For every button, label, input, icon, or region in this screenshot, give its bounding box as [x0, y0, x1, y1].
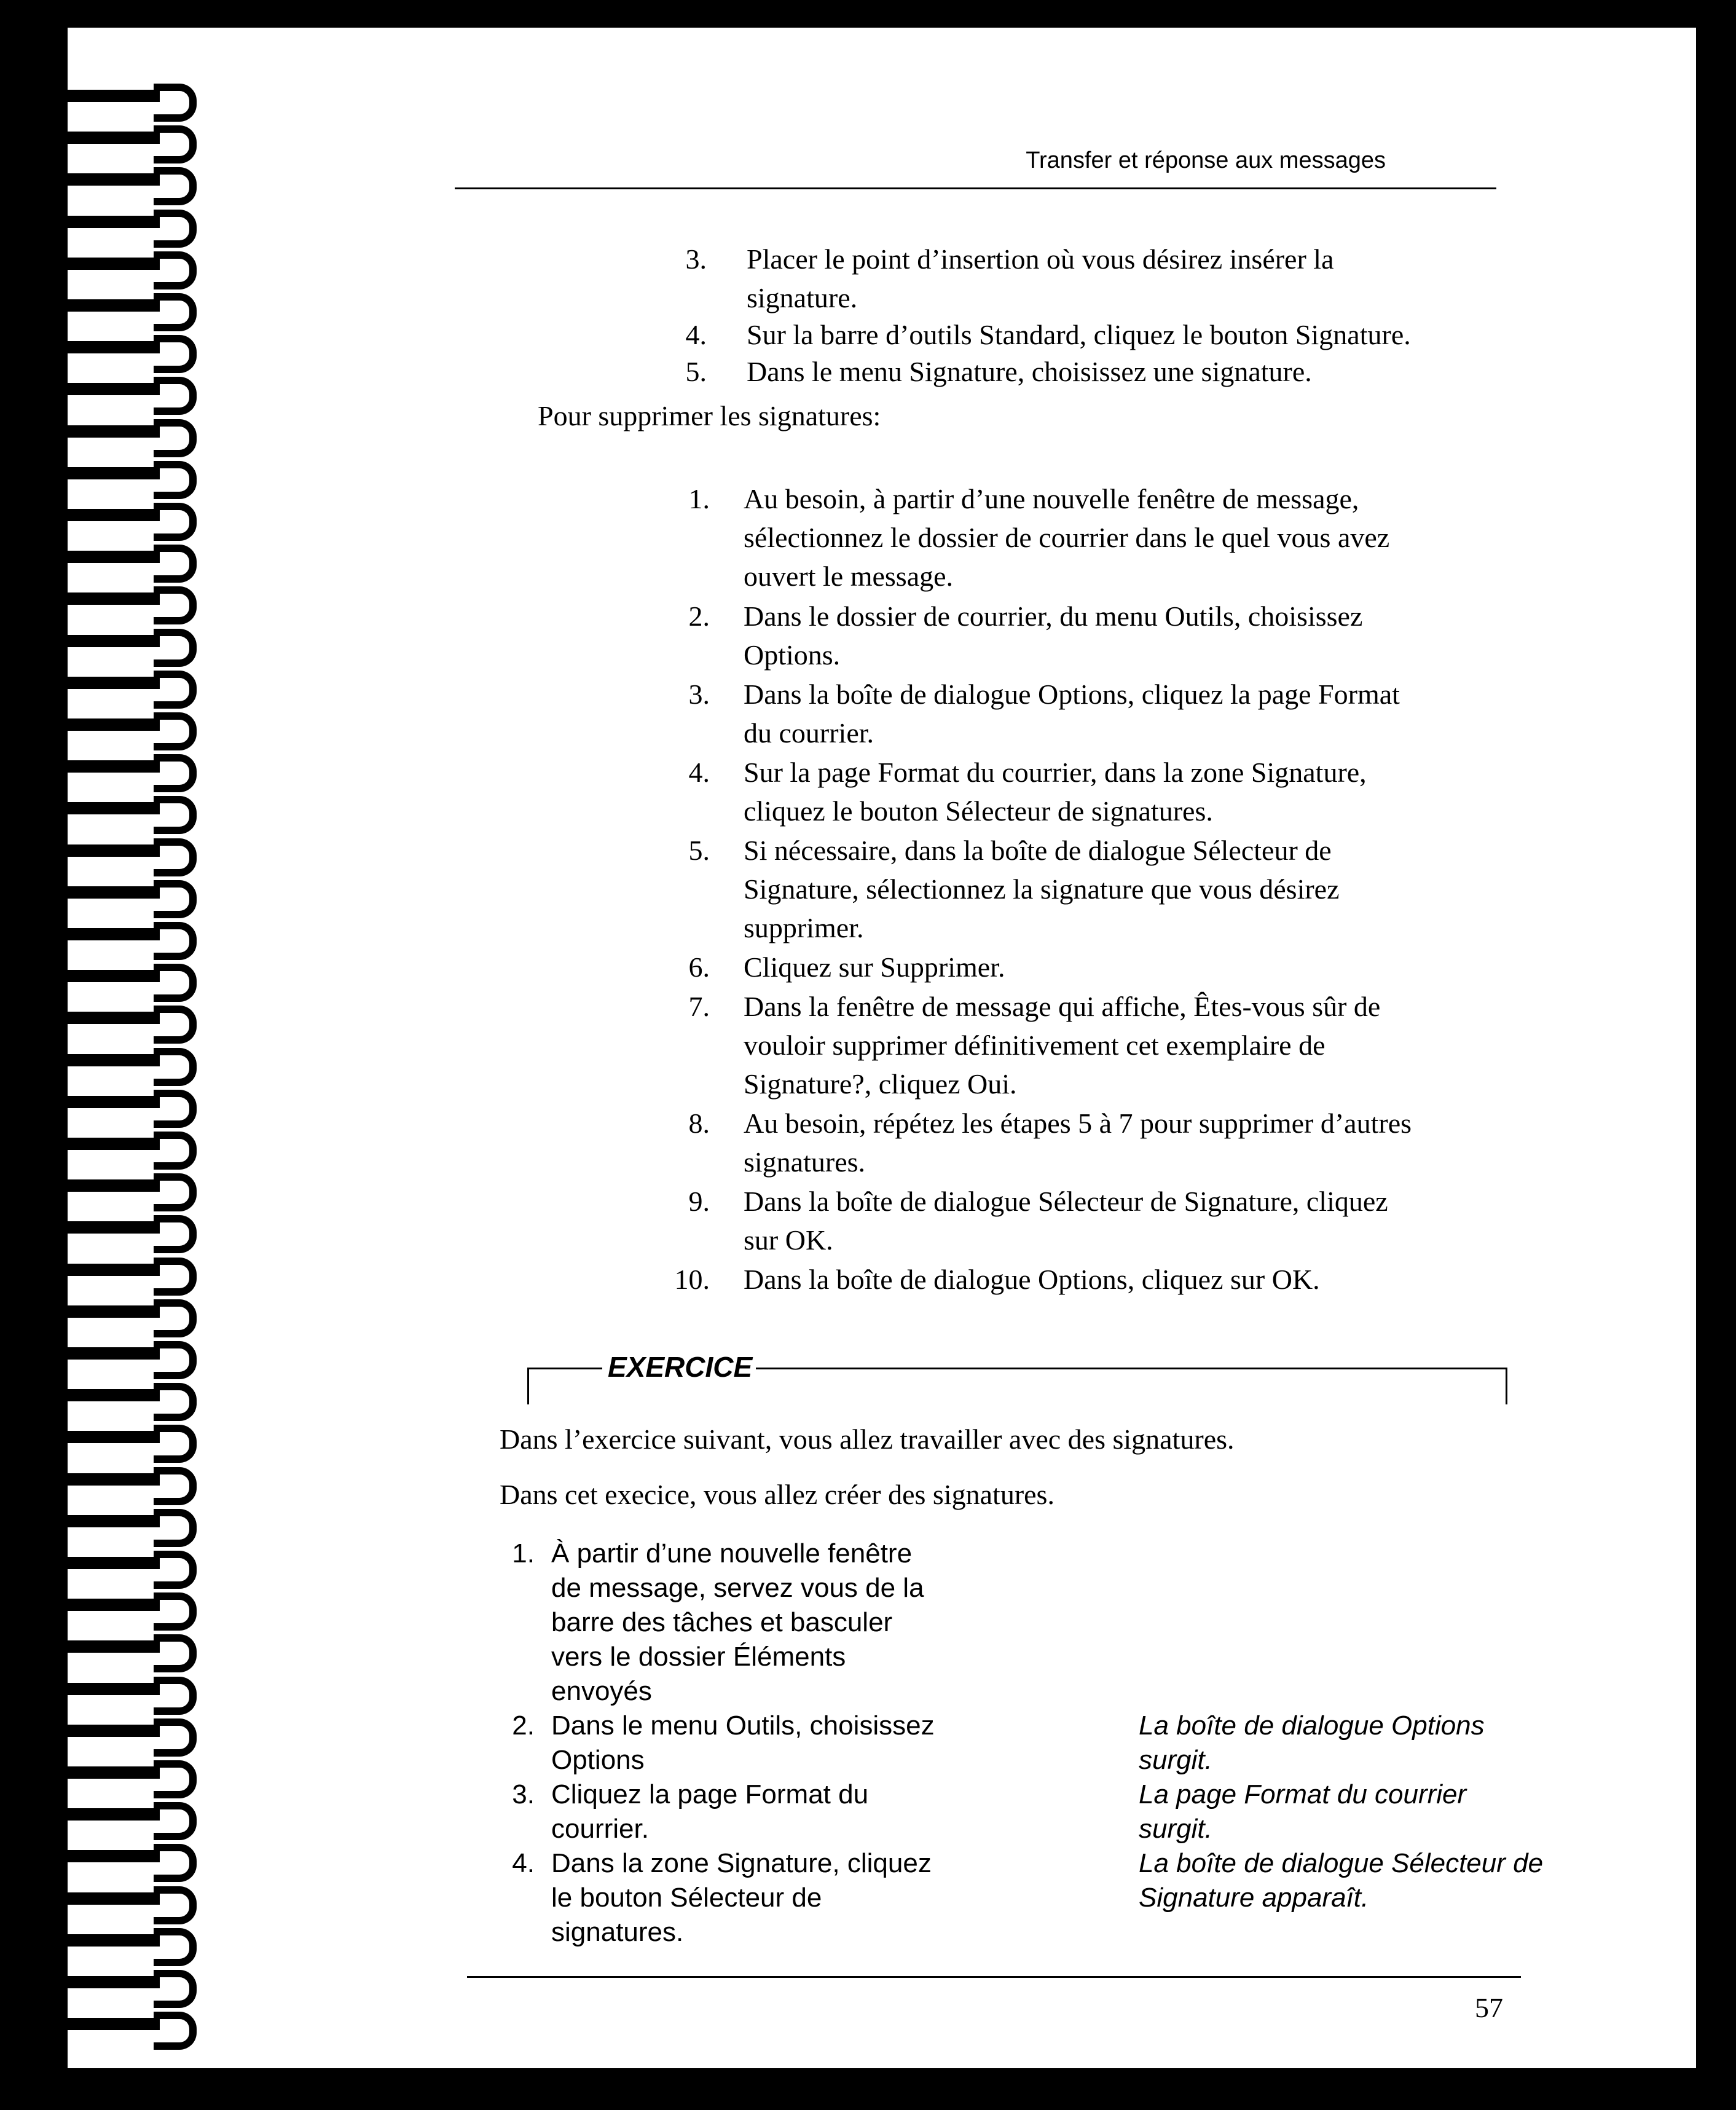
coil-bar: [68, 299, 160, 312]
binding-coil: [68, 422, 227, 440]
coil-hook: [154, 629, 197, 667]
binding-coil: [68, 337, 227, 356]
coil-hook: [154, 796, 197, 834]
coil-bar: [68, 592, 160, 605]
coil-bar: [68, 467, 160, 479]
coil-bar: [68, 341, 160, 353]
item-number: 3.: [512, 1779, 535, 1809]
exercise-title: EXERCICE: [604, 1350, 756, 1384]
binding-coil: [68, 86, 227, 104]
coil-hook: [154, 1258, 197, 1296]
binding-coil: [68, 841, 227, 859]
coil-bar: [68, 928, 160, 940]
coil-bar: [68, 1264, 160, 1276]
coil-bar: [68, 1179, 160, 1192]
binding-coil: [68, 254, 227, 272]
item-result: La page Format du courrier surgit.: [1139, 1779, 1467, 1844]
binding-coil: [68, 1050, 227, 1069]
coil-bar: [68, 1725, 160, 1737]
item-number: 3.: [685, 243, 707, 275]
item-text: Sur la page Format du courrier, dans la zone Signature, cliquez le bouton Sélecteur de signatures.: [744, 756, 1367, 827]
coil-hook: [154, 1592, 197, 1631]
coil-hook: [154, 503, 197, 541]
item-number: 6.: [688, 951, 710, 983]
exercise-intro-2: Dans cet execice, vous allez créer des signatures.: [500, 1479, 1055, 1510]
binding-coil: [68, 1260, 227, 1278]
binding-coil: [68, 631, 227, 650]
coil-bar: [68, 1389, 160, 1401]
exercise-tick-left: [527, 1368, 529, 1404]
coil-bar: [68, 425, 160, 438]
coil-bar: [68, 90, 160, 102]
binding-coil: [68, 1302, 227, 1320]
coil-bar: [68, 718, 160, 731]
binding-coil: [68, 463, 227, 482]
coil-bar: [68, 1305, 160, 1318]
item-text: Dans la boîte de dialogue Options, cliquez la page Format du courrier.: [744, 678, 1400, 749]
item-number: 2.: [688, 600, 710, 632]
item-text: Cliquez sur Supprimer.: [744, 951, 1005, 983]
exercise-rule-right: [756, 1368, 1507, 1369]
coil-hook: [154, 1634, 197, 1672]
exercise-tick-right: [1506, 1368, 1507, 1404]
coil-bar: [68, 1515, 160, 1527]
coil-hook: [154, 1299, 197, 1337]
coil-hook: [154, 1341, 197, 1379]
coil-bar: [68, 1138, 160, 1150]
exercise-intro-1: Dans l’exercice suivant, vous allez travailler avec des signatures.: [500, 1423, 1235, 1455]
binding-coil: [68, 1092, 227, 1111]
item-number: 2.: [512, 1710, 535, 1741]
coil-hook: [154, 1928, 197, 1966]
binding-coil: [68, 589, 227, 607]
coil-bar: [68, 216, 160, 228]
coil-hook: [154, 1551, 197, 1589]
binding-coil: [68, 1595, 227, 1613]
item-text: Sur la barre d’outils Standard, cliquez le bouton Signature.: [747, 319, 1411, 350]
binding-coil: [68, 924, 227, 943]
document-page: [68, 28, 1696, 2068]
spiral-binding: [68, 86, 227, 2065]
page-number: 57: [1475, 1992, 1503, 2023]
item-text: Au besoin, répétez les étapes 5 à 7 pour supprimer d’autres signatures.: [744, 1108, 1412, 1178]
coil-bar: [68, 132, 160, 144]
binding-coil: [68, 715, 227, 733]
coil-hook: [154, 1718, 197, 1757]
coil-hook: [154, 1383, 197, 1421]
header-rule: [455, 187, 1496, 189]
binding-coil: [68, 1889, 227, 1907]
coil-bar: [68, 173, 160, 186]
coil-bar: [68, 509, 160, 521]
binding-coil: [68, 128, 227, 146]
coil-bar: [68, 1808, 160, 1821]
coil-bar: [68, 844, 160, 857]
coil-bar: [68, 551, 160, 563]
binding-coil: [68, 1385, 227, 1404]
coil-bar: [68, 970, 160, 982]
coil-bar: [68, 1557, 160, 1569]
item-text: Dans le menu Signature, choisissez une signature.: [747, 356, 1312, 387]
coil-bar: [68, 1431, 160, 1443]
coil-hook: [154, 167, 197, 205]
coil-bar: [68, 1766, 160, 1779]
coil-hook: [154, 1802, 197, 1840]
item-number: 1.: [512, 1538, 535, 1569]
item-number: 4.: [685, 319, 707, 350]
coil-bar: [68, 1012, 160, 1024]
binding-coil: [68, 1344, 227, 1362]
coil-hook: [154, 1467, 197, 1505]
coil-bar: [68, 1054, 160, 1066]
coil-hook: [154, 754, 197, 792]
item-number: 5.: [685, 356, 707, 387]
coil-bar: [68, 1599, 160, 1611]
coil-bar: [68, 1976, 160, 1988]
coil-hook: [154, 586, 197, 624]
item-number: 4.: [512, 1848, 535, 1878]
remove-heading: Pour supprimer les signatures:: [538, 400, 881, 431]
coil-hook: [154, 251, 197, 289]
coil-hook: [154, 545, 197, 583]
binding-coil: [68, 966, 227, 985]
binding-coil: [68, 1972, 227, 1991]
coil-bar: [68, 2018, 160, 2030]
item-number: 1.: [688, 483, 710, 514]
coil-bar: [68, 1892, 160, 1905]
coil-bar: [68, 1850, 160, 1862]
item-number: 10.: [674, 1264, 710, 1295]
coil-hook: [154, 210, 197, 248]
item-text: Si nécessaire, dans la boîte de dialogue Sélecteur de Signature, sélectionnez la signature que vous désirez supprimer.: [744, 834, 1340, 943]
binding-coil: [68, 1721, 227, 1739]
coil-hook: [154, 838, 197, 876]
item-text: À partir d’une nouvelle fenêtre de message, servez vous de la barre des tâches et basculer vers le dossier Éléments envoyés: [551, 1538, 924, 1706]
binding-coil: [68, 798, 227, 817]
binding-coil: [68, 757, 227, 775]
binding-coil: [68, 1176, 227, 1194]
binding-coil: [68, 212, 227, 230]
coil-hook: [154, 84, 197, 122]
coil-hook: [154, 1090, 197, 1128]
coil-hook: [154, 335, 197, 373]
coil-hook: [154, 1844, 197, 1882]
binding-coil: [68, 1008, 227, 1026]
coil-hook: [154, 419, 197, 457]
binding-coil: [68, 2014, 227, 2033]
binding-coil: [68, 547, 227, 565]
coil-bar: [68, 1640, 160, 1653]
binding-coil: [68, 1470, 227, 1488]
binding-coil: [68, 379, 227, 398]
coil-bar: [68, 886, 160, 899]
binding-coil: [68, 673, 227, 691]
coil-hook: [154, 125, 197, 163]
binding-coil: [68, 1931, 227, 1949]
coil-hook: [154, 1760, 197, 1798]
coil-hook: [154, 461, 197, 499]
coil-bar: [68, 677, 160, 689]
coil-hook: [154, 1509, 197, 1547]
item-text: Dans le dossier de courrier, du menu Outils, choisissez Options.: [744, 600, 1363, 671]
coil-hook: [154, 712, 197, 750]
binding-coil: [68, 1805, 227, 1823]
item-number: 9.: [688, 1186, 710, 1217]
item-number: 8.: [688, 1108, 710, 1139]
exercise-rule-left: [527, 1368, 602, 1369]
binding-coil: [68, 1553, 227, 1572]
item-text: Placer le point d’insertion où vous désirez insérer la signature.: [747, 243, 1334, 313]
coil-hook: [154, 671, 197, 709]
coil-hook: [154, 377, 197, 415]
item-text: Dans la fenêtre de message qui affiche, Êtes-vous sûr de vouloir supprimer définitivement cet exemplaire de Signature?, cliquez Oui.: [744, 990, 1381, 1100]
item-result: La boîte de dialogue Options surgit.: [1139, 1710, 1485, 1775]
coil-hook: [154, 1886, 197, 1924]
coil-hook: [154, 2012, 197, 2050]
coil-bar: [68, 635, 160, 647]
coil-bar: [68, 1347, 160, 1360]
binding-coil: [68, 170, 227, 188]
binding-coil: [68, 296, 227, 314]
coil-bar: [68, 1096, 160, 1108]
item-number: 7.: [688, 990, 710, 1022]
item-text: Dans la boîte de dialogue Options, cliquez sur OK.: [744, 1264, 1320, 1295]
coil-hook: [154, 964, 197, 1002]
item-number: 3.: [688, 678, 710, 710]
binding-coil: [68, 505, 227, 524]
binding-coil: [68, 1134, 227, 1152]
item-text: Cliquez la page Format du courrier.: [551, 1779, 869, 1844]
coil-bar: [68, 383, 160, 395]
binding-coil: [68, 1846, 227, 1865]
binding-coil: [68, 883, 227, 901]
item-text: Dans le menu Outils, choisissez Options: [551, 1710, 935, 1775]
coil-hook: [154, 1132, 197, 1170]
coil-hook: [154, 1173, 197, 1211]
binding-coil: [68, 1427, 227, 1446]
coil-bar: [68, 802, 160, 814]
binding-coil: [68, 1679, 227, 1698]
coil-hook: [154, 880, 197, 918]
coil-hook: [154, 293, 197, 331]
coil-hook: [154, 1970, 197, 2008]
item-result: La boîte de dialogue Sélecteur de Signature apparaît.: [1139, 1848, 1544, 1913]
item-text: Dans la zone Signature, cliquez le bouton Sélecteur de signatures.: [551, 1848, 932, 1947]
binding-coil: [68, 1218, 227, 1236]
binding-coil: [68, 1763, 227, 1781]
footer-rule: [467, 1976, 1521, 1978]
coil-bar: [68, 760, 160, 773]
coil-hook: [154, 1048, 197, 1086]
coil-bar: [68, 1683, 160, 1695]
binding-coil: [68, 1637, 227, 1655]
coil-bar: [68, 1221, 160, 1234]
coil-bar: [68, 1473, 160, 1486]
coil-hook: [154, 1677, 197, 1715]
coil-hook: [154, 1215, 197, 1253]
item-number: 5.: [688, 834, 710, 866]
binding-coil: [68, 1511, 227, 1530]
item-number: 4.: [688, 756, 710, 788]
coil-bar: [68, 1934, 160, 1947]
coil-hook: [154, 922, 197, 960]
coil-bar: [68, 258, 160, 270]
running-header: Transfer et réponse aux messages: [1026, 148, 1386, 173]
coil-hook: [154, 1425, 197, 1463]
item-text: Au besoin, à partir d’une nouvelle fenêtre de message, sélectionnez le dossier de courrier dans le quel vous avez ouvert le message.: [744, 483, 1390, 592]
item-text: Dans la boîte de dialogue Sélecteur de Signature, cliquez sur OK.: [744, 1186, 1388, 1256]
coil-hook: [154, 1006, 197, 1044]
